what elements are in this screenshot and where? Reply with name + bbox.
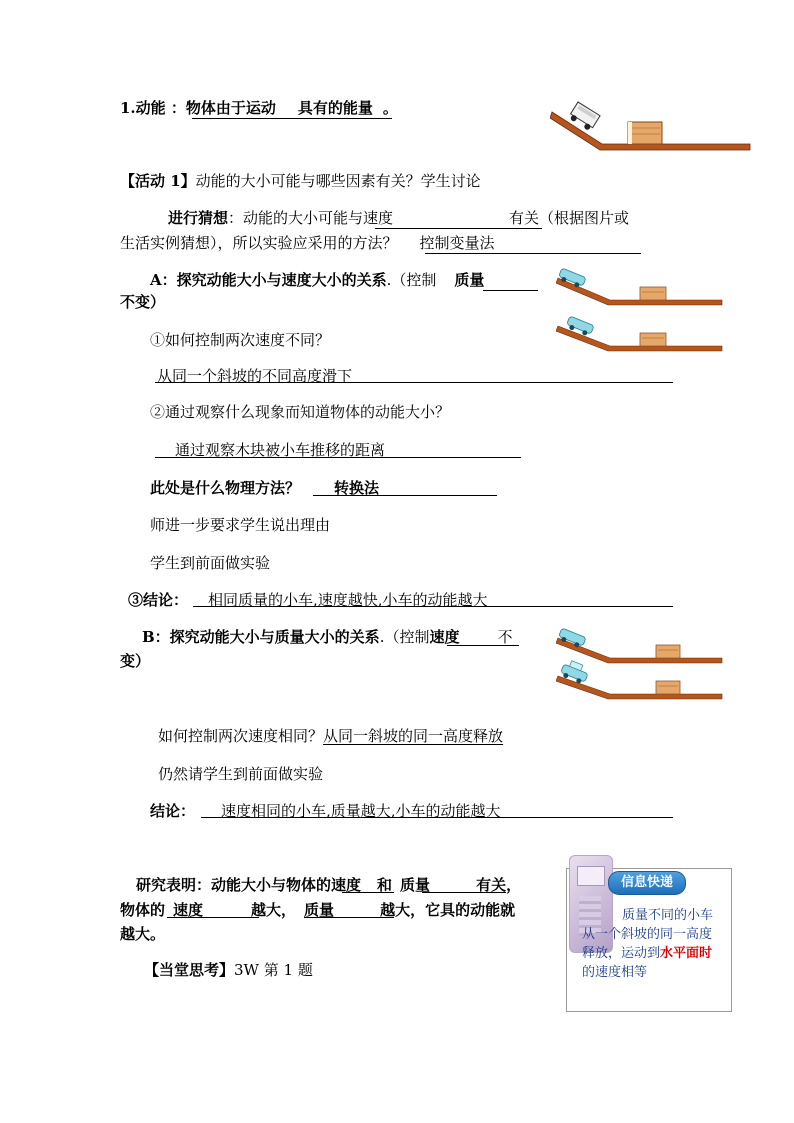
info-text-a: 质量不同的小车从一个斜坡的同一高度释放，运动到 bbox=[582, 908, 714, 961]
ramp-figure-a bbox=[556, 266, 724, 354]
definition-dot: 。 bbox=[382, 99, 398, 117]
info-badge: 信息快递 bbox=[608, 871, 686, 895]
guess-question: 生活实例猜想），所以实验应采用的方法？ bbox=[120, 234, 398, 252]
summary-fill-2: 质量 bbox=[400, 876, 431, 894]
part-a-note-1: 师进一步要求学生说出理由 bbox=[150, 516, 331, 534]
part-a-fill: 质量 bbox=[454, 271, 485, 289]
part-a-a1-underline bbox=[155, 382, 673, 383]
part-a-fill-underline bbox=[483, 290, 538, 291]
part-b-fill-underline bbox=[447, 645, 519, 646]
definition-prefix: 1.动能 ： bbox=[120, 99, 186, 117]
method-underline bbox=[425, 253, 641, 254]
part-a-title-line-2: 不变） bbox=[120, 293, 166, 311]
part-a-title bbox=[150, 270, 484, 290]
part-b-a1: 从同一斜坡的同一高度释放 bbox=[323, 727, 504, 745]
guess-line-1 bbox=[168, 208, 629, 228]
part-b-title-line-2: 变） bbox=[120, 652, 151, 670]
part-a-conclusion-underline bbox=[193, 606, 673, 607]
think-tag: 【当堂思考】 bbox=[144, 961, 235, 979]
summary-yue-2: 越大，它具的动能就 bbox=[380, 901, 516, 919]
activity-1-text: 动能的大小可能与哪些因素有关？学生讨论 bbox=[195, 172, 481, 190]
part-b-title-prefix: B：探究动能大小与质量大小的关系 bbox=[142, 628, 380, 646]
part-b-note: 仍然请学生到前面做实验 bbox=[158, 765, 324, 783]
part-b-conclusion-line bbox=[150, 801, 501, 821]
activity-1-line bbox=[120, 171, 481, 191]
definition-line bbox=[120, 98, 398, 118]
summary-fill-3: 速度 bbox=[173, 901, 204, 919]
part-a-q2: ②通过观察什么现象而知道物体的动能大小？ bbox=[150, 403, 451, 421]
guess-underline bbox=[375, 228, 542, 229]
part-b-conclusion-underline bbox=[201, 817, 673, 818]
part-a-conclusion: 相同质量的小车,速度越快,小车的动能越大 bbox=[208, 591, 488, 609]
think-line bbox=[144, 960, 313, 980]
summary-fill-1: 速度 bbox=[331, 876, 362, 894]
summary-yue-1: 越大， bbox=[251, 901, 297, 919]
ramp-figure-1 bbox=[550, 98, 754, 154]
part-a-q1: ①如何控制两次速度不同？ bbox=[150, 331, 331, 349]
summary-line-2-prefix: 物体的 bbox=[120, 901, 166, 919]
guess-fill: 速度 bbox=[363, 209, 394, 227]
activity-1-tag: 【活动 1】 bbox=[120, 172, 196, 190]
part-a-a3-underline bbox=[313, 495, 497, 496]
guess-text-1: ：动能的大小可能与 bbox=[228, 209, 364, 227]
info-text-b: 的速度相等 bbox=[582, 965, 648, 980]
summary-fill-1-underline bbox=[342, 892, 394, 893]
definition-underline bbox=[192, 118, 392, 119]
definition-fill: 物体由于运动 bbox=[185, 99, 276, 117]
part-a-a2-underline bbox=[155, 457, 521, 458]
part-b-title-tail: 不 bbox=[497, 628, 513, 646]
part-b-fill: 速度 bbox=[429, 628, 460, 646]
part-b-title bbox=[142, 627, 513, 647]
summary-fill-2-underline bbox=[422, 892, 506, 893]
info-text bbox=[582, 906, 724, 982]
think-text: 3W 第 1 题 bbox=[234, 961, 313, 979]
summary-line-3: 越大。 bbox=[120, 925, 166, 943]
part-a-a3: 转换法 bbox=[334, 479, 380, 497]
part-b-q1: 如何控制两次速度相同？ bbox=[158, 727, 324, 745]
part-a-conclusion-line bbox=[128, 590, 488, 610]
part-b-conclusion-label: 结论： bbox=[150, 802, 196, 820]
part-a-q3: 此处是什么物理方法？ bbox=[150, 479, 301, 497]
summary-fill-4: 质量 bbox=[304, 901, 335, 919]
part-b-q1-line bbox=[158, 726, 511, 746]
summary-and: 和 bbox=[377, 876, 393, 894]
part-a-note-2: 学生到前面做实验 bbox=[150, 554, 271, 572]
summary-prefix: 研究表明：动能大小与物体的 bbox=[136, 876, 332, 894]
part-a-a1: 从同一个斜坡的不同高度滑下 bbox=[157, 367, 353, 385]
ramp-figure-b bbox=[556, 628, 724, 720]
part-b-title-mid: .（控制 bbox=[379, 628, 430, 646]
summary-fill-3-underline bbox=[167, 917, 259, 918]
part-b-conclusion: 速度相同的小车,质量越大,小车的动能越大 bbox=[221, 802, 501, 820]
part-a-title-mid: .（控制 bbox=[386, 271, 437, 289]
guess-line-2 bbox=[120, 233, 495, 253]
definition-suffix: 具有的能量 bbox=[297, 99, 373, 117]
guess-method: 控制变量法 bbox=[419, 234, 495, 252]
guess-label: 进行猜想 bbox=[168, 209, 229, 227]
part-a-conclusion-label: ③结论： bbox=[128, 591, 189, 609]
info-text-red: 水平面时 bbox=[660, 946, 713, 961]
part-a-title-prefix: A：探究动能大小与速度大小的关系 bbox=[150, 271, 387, 289]
guess-text-2: 有关（根据图片或 bbox=[509, 209, 630, 227]
summary-fill-4-underline bbox=[304, 917, 394, 918]
part-a-a2: 通过观察木块被小车推移的距离 bbox=[175, 441, 386, 459]
summary-suffix: 有关， bbox=[476, 876, 522, 894]
